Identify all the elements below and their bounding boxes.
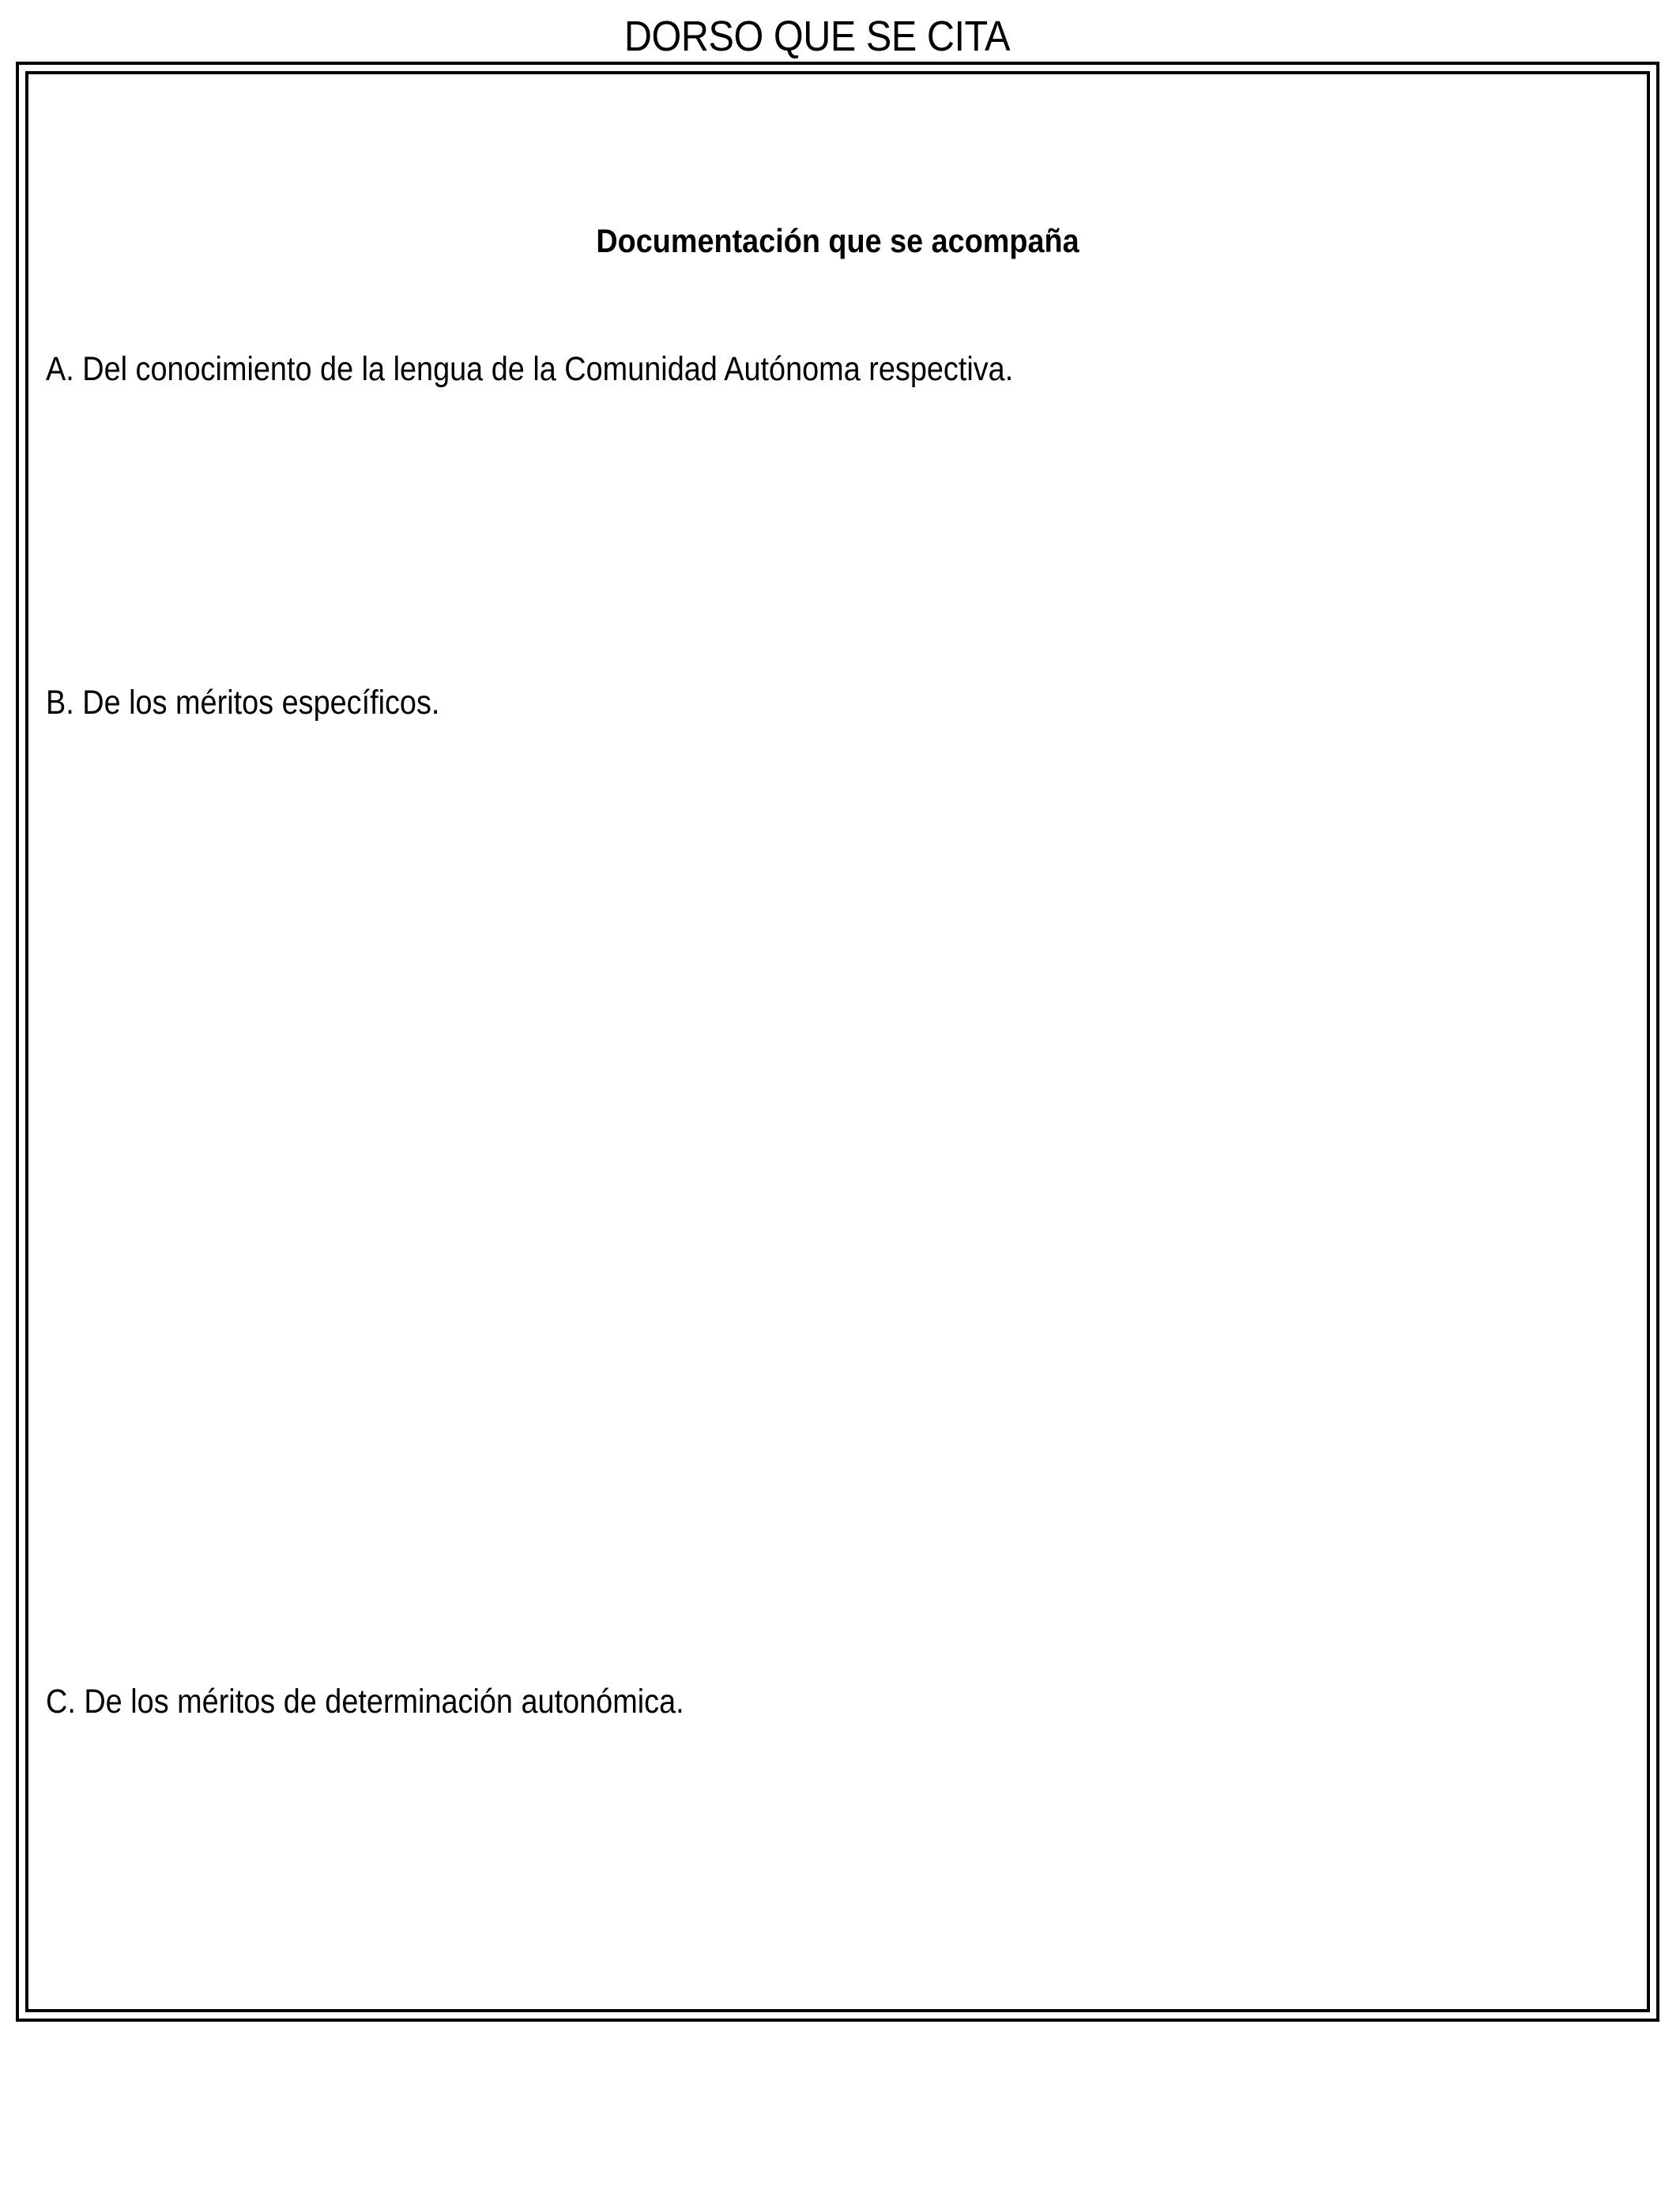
- section-a-text: A. Del conocimiento de la lengua de la Comunidad Autónoma respectiva.: [46, 350, 1014, 388]
- section-b-text: B. De los méritos específicos.: [46, 684, 440, 722]
- section-heading: Documentación que se acompaña: [596, 222, 1079, 259]
- page-title: DORSO QUE SE CITA: [623, 13, 1011, 60]
- document-frame-inner: [25, 71, 1650, 2012]
- section-c-text: C. De los méritos de determinación autonómica.: [46, 1683, 684, 1721]
- document-frame: [16, 62, 1659, 2022]
